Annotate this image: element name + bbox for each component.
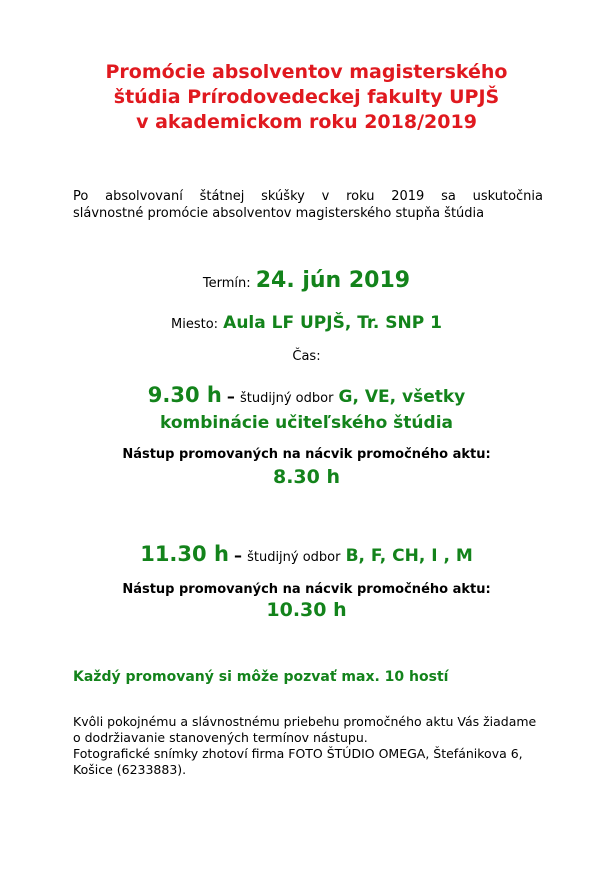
session-1-dash: – — [226, 387, 235, 406]
intro-line-2: slávnostné promócie absolventov magisterského stupňa štúdia — [73, 206, 485, 221]
session-1-rehearsal: 8.30 h — [272, 466, 341, 488]
date-value: 24. jún 2019 — [255, 268, 411, 293]
session-2-rehearsal: 10.30 h — [266, 599, 347, 621]
session-2-note: Nástup promovaných na nácvik promočného aktu: — [122, 582, 491, 597]
guests-note: Každý promovaný si môže pozvať max. 10 hostí — [73, 669, 449, 685]
session-2 — [0, 542, 613, 566]
footer-line-3: Fotografické snímky zhotoví firma FOTO ŠTÚDIO OMEGA, Štefánikova 6, — [73, 746, 523, 761]
time-label: Čas: — [292, 349, 321, 364]
session-1-note: Nástup promovaných na nácvik promočného aktu: — [122, 447, 491, 462]
page-title — [0, 60, 613, 135]
place-label: Miesto: — [171, 317, 219, 332]
footer-line-2: o dodržiavanie stanovených termínov nástupu. — [73, 730, 368, 745]
session-2-time: 11.30 h — [140, 542, 229, 566]
session-2-dash: – — [233, 546, 242, 565]
session-1-time: 9.30 h — [147, 383, 222, 407]
footer-line-4: Košice (6233883). — [73, 762, 187, 777]
session-2-fields: B, F, CH, I , M — [345, 546, 473, 566]
session-1-text: študijný odbor — [240, 391, 334, 406]
footer-line-1: Kvôli pokojnému a slávnostnému priebehu promočného aktu Vás žiadame — [73, 714, 537, 729]
session-1-fields: G, VE, všetky — [338, 387, 466, 407]
place-row — [0, 313, 613, 333]
title-line-3: v akademickom roku 2018/2019 — [136, 111, 477, 133]
session-1 — [0, 383, 613, 436]
session-1-fields-line2: kombinácie učiteľského štúdia — [160, 413, 453, 433]
date-label: Termín: — [202, 276, 251, 291]
title-line-1: Promócie absolventov magisterského — [105, 61, 508, 83]
intro-paragraph — [73, 188, 543, 222]
title-line-2: štúdia Prírodovedeckej fakulty UPJŠ — [113, 86, 500, 108]
intro-line-1: Po absolvovaní štátnej skúšky v roku 2019 sa uskutočnia — [73, 189, 543, 204]
footer-note — [73, 714, 553, 778]
place-value: Aula LF UPJŠ, Tr. SNP 1 — [223, 313, 442, 333]
date-row — [0, 268, 613, 293]
session-2-text: študijný odbor — [247, 550, 341, 565]
